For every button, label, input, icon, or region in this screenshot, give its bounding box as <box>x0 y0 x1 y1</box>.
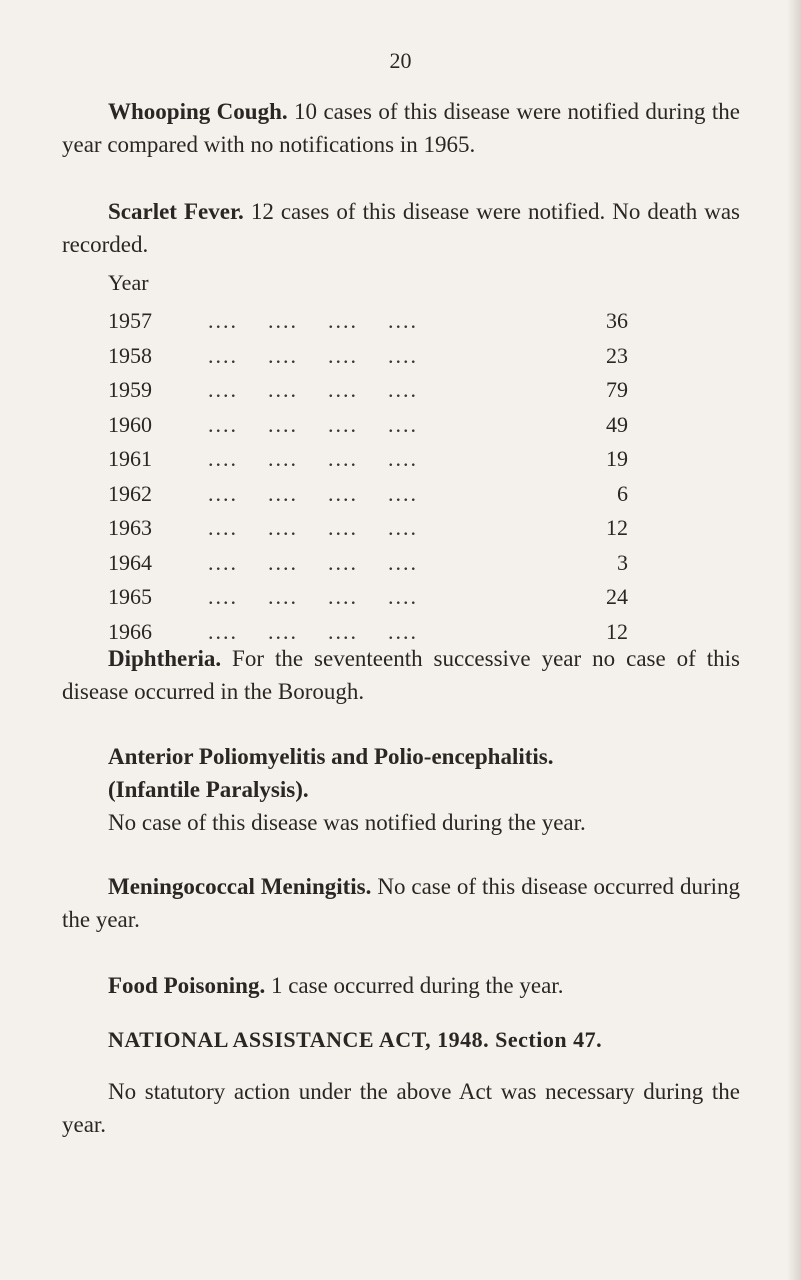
table-row <box>108 511 628 546</box>
table-cell-year: 1965 <box>108 584 152 610</box>
table-cell-year: 1959 <box>108 377 152 403</box>
diphtheria-text: For the seventeenth successive year no case of this disease occurred in the Borough. <box>62 646 740 704</box>
leader-dots: .... .... .... .... <box>208 480 418 506</box>
table-row <box>108 546 628 581</box>
table-row <box>108 477 628 512</box>
scarlet-fever-text: 12 cases of this disease were notified. No death was recorded. <box>62 199 741 257</box>
table-header-year: Year <box>108 270 149 295</box>
scarlet-fever-year-table <box>108 304 628 649</box>
leader-dots: .... .... .... .... <box>208 411 418 437</box>
table-cell-year: 1966 <box>108 618 152 644</box>
leader-dots: .... .... .... .... <box>208 342 418 368</box>
table-cell-value: 12 <box>606 618 628 644</box>
meningitis-text: No case of this disease occurred during the year. <box>62 874 740 932</box>
whooping-cough-paragraph <box>62 95 740 161</box>
table-cell-value: 49 <box>606 411 628 437</box>
table-cell-value: 6 <box>617 480 628 506</box>
table-row <box>108 339 628 374</box>
leader-dots: .... .... .... .... <box>208 549 418 575</box>
leader-dots: .... .... .... .... <box>208 377 418 403</box>
meningitis-title: Meningococcal Meningitis. <box>108 874 372 899</box>
page-edge-shadow <box>787 0 801 1280</box>
table-cell-value: 36 <box>606 308 628 334</box>
table-cell-year: 1963 <box>108 515 152 541</box>
table-cell-value: 19 <box>606 446 628 472</box>
table-row <box>108 373 628 408</box>
table-cell-year: 1964 <box>108 549 152 575</box>
table-cell-value: 12 <box>606 515 628 541</box>
scarlet-fever-paragraph <box>62 195 740 261</box>
table-row <box>108 580 628 615</box>
leader-dots: .... .... .... .... <box>208 446 418 472</box>
leader-dots: .... .... .... .... <box>208 308 418 334</box>
table-cell-year: 1962 <box>108 480 152 506</box>
table-cell-year: 1961 <box>108 446 152 472</box>
table-cell-value: 23 <box>606 342 628 368</box>
diphtheria-paragraph <box>62 642 740 708</box>
table-cell-year: 1958 <box>108 342 152 368</box>
polio-text: No case of this disease was notified during the year. <box>108 810 586 835</box>
table-row <box>108 442 628 477</box>
whooping-cough-title: Whooping Cough. <box>108 99 288 124</box>
national-assistance-text: No statutory action under the above Act was necessary during the year. <box>62 1079 740 1137</box>
table-cell-year: 1960 <box>108 411 152 437</box>
page-number: 20 <box>389 48 412 73</box>
leader-dots: .... .... .... .... <box>208 515 418 541</box>
table-row <box>108 408 628 443</box>
diphtheria-title: Diphtheria. <box>108 646 222 671</box>
leader-dots: .... .... .... .... <box>208 584 418 610</box>
table-cell-year: 1957 <box>108 308 152 334</box>
whooping-cough-text: 10 cases of this disease were notified during the year compared with no notifications in 1965. <box>62 99 740 157</box>
table-cell-value: 3 <box>617 549 628 575</box>
polio-title-line2: (Infantile Paralysis). <box>108 777 309 802</box>
table-cell-value: 79 <box>606 377 628 403</box>
polio-title-line1: Anterior Poliomyelitis and Polio-encephalitis. <box>108 744 554 769</box>
table-cell-value: 24 <box>606 584 628 610</box>
polio-paragraph <box>62 740 740 839</box>
food-poisoning-text: 1 case occurred during the year. <box>265 973 564 998</box>
national-assistance-heading: NATIONAL ASSISTANCE ACT, 1948. Section 47. <box>108 1027 603 1052</box>
meningitis-paragraph <box>62 870 740 936</box>
food-poisoning-paragraph <box>62 969 740 1002</box>
scarlet-fever-title: Scarlet Fever. <box>108 199 244 224</box>
food-poisoning-title: Food Poisoning. <box>108 973 266 998</box>
national-assistance-paragraph <box>62 1075 740 1141</box>
table-row <box>108 304 628 339</box>
leader-dots: .... .... .... .... <box>208 618 418 644</box>
